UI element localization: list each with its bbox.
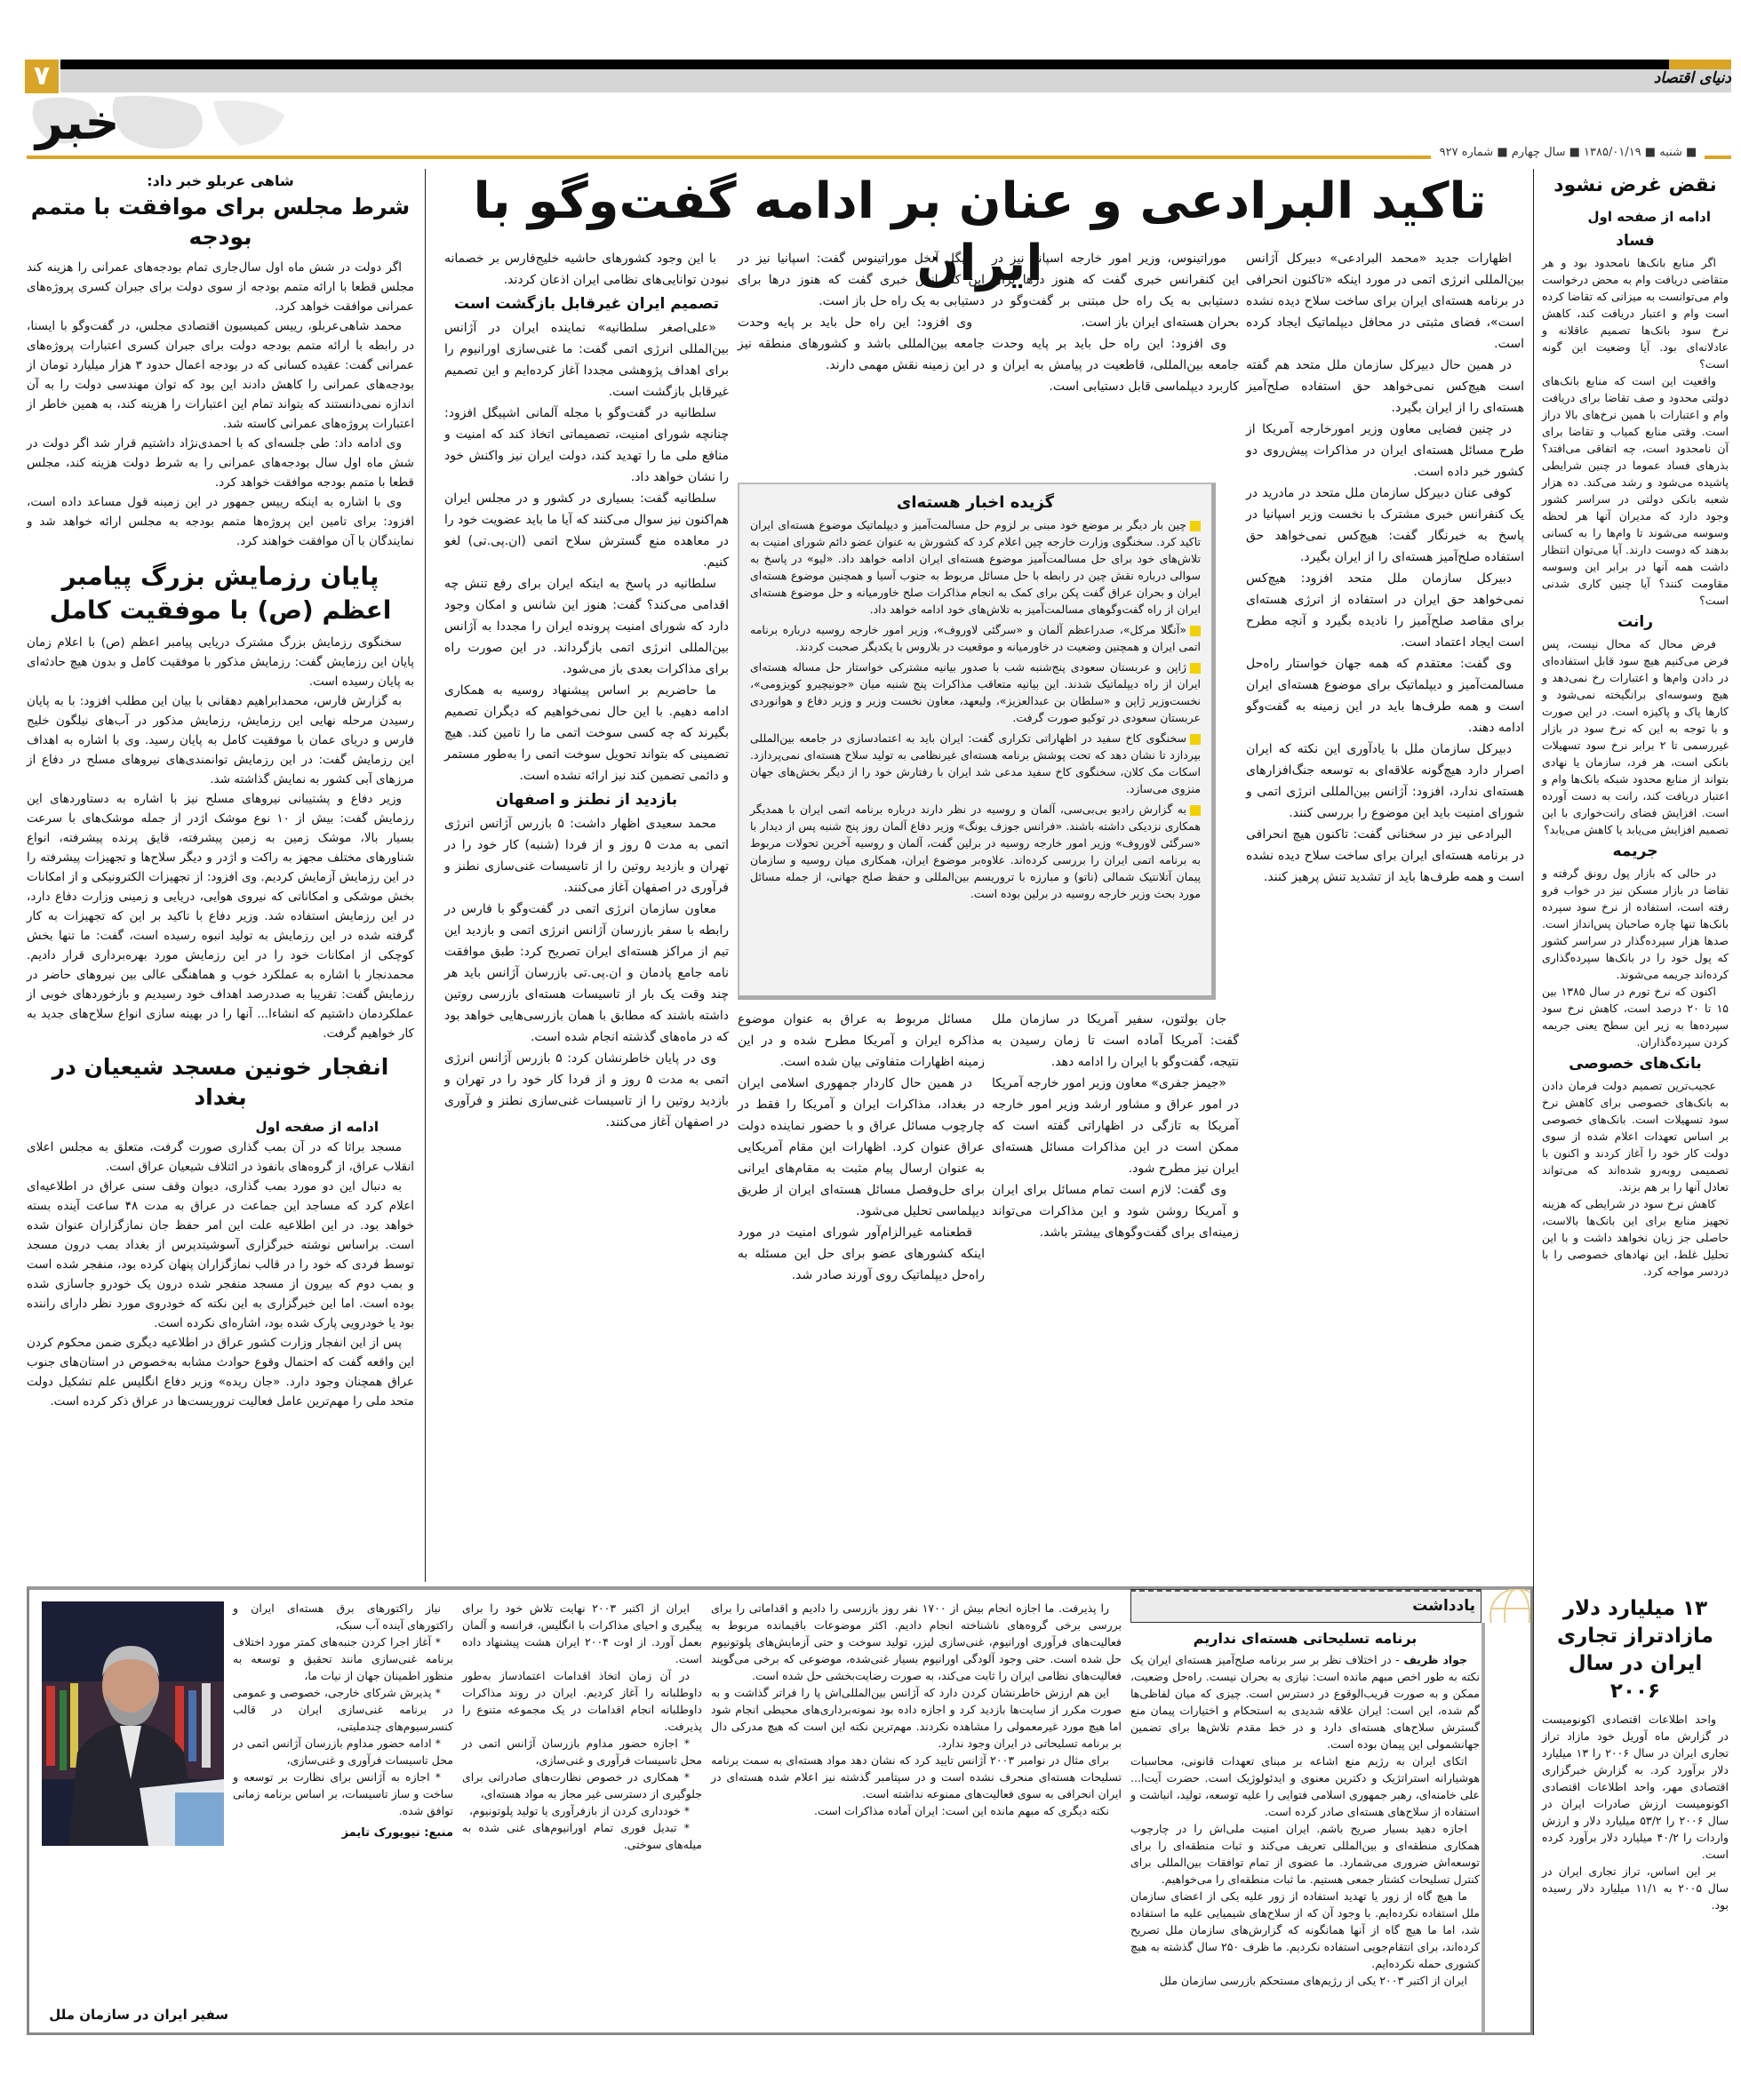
paragraph-group	[1130, 1753, 1480, 1989]
paragraph-group	[444, 317, 729, 787]
main-article-column	[738, 248, 985, 376]
note-label-text: یادداشت	[1412, 1597, 1475, 1615]
note-label	[1130, 1589, 1481, 1623]
news-item	[750, 621, 1201, 655]
paragraph-group	[1542, 1711, 1729, 1913]
continued-label: ادامه از صفحه اول	[255, 1119, 379, 1135]
article-title: ۱۳ میلیارد دلار مازادتراز تجاری ایران در سال ۲۰۰۶	[1556, 1597, 1714, 1703]
nuclear-news-box	[738, 483, 1216, 1000]
bottom-column	[462, 1600, 702, 1853]
news-item	[750, 801, 1201, 902]
paragraph: در حالی که بازار پول رونق گرفته و تقاضا در بازار مسکن نیز در خواب فرو رفته است، استفاده از نرخ سود سپرده بانک‌ها تنها چاره صاحبان پس‌انداز است. صدها هزار سپرده‌گذار در سراسر کشور که پول خود را در بانک‌ها سپرده‌گذاری کرده‌اند جریمه می‌شوند.	[1542, 866, 1729, 981]
paragraph: ایران از اکتبر ۲۰۰۳ نهایت تلاش خود را برای پیگیری و احیای مذاکرات با انگلیس، فرانسه و آلمان بعمل آورد. از اوت ۲۰۰۴ ایران هشت پیشنهاد داده است.	[462, 1601, 702, 1665]
main-article-column	[992, 1009, 1239, 1243]
paragraph: قطعنامه غیرالزام‌آور شورای امنیت در مورد اینکه کشورهای عضو برای حل این مسئله به راه‌حل دیپلماتیک روی آورند صادر شد.	[738, 1226, 985, 1282]
bottom-column	[711, 1600, 1122, 1819]
note-lead: - در اختلاف نظر بر سر برنامه صلح‌آمیز هسته‌ای ایران یک نکته به طور اخص مبهم مانده است: نیازی به بحران نیست. راه‌حل وضعیت، ممکن و به صورت قریب‌الوقوع در دسترس است. چیزی که میان لفاظی‌ها گم شده، این است: ایران علاقه شدیدی به استحکام و اختیارات پیمان منع گسترش سلاح‌های هسته‌ای دارد و در خط مقدم تلاش‌ها برای تضمین جهانشمولی این پیمان بوده است.	[1130, 1653, 1480, 1751]
bullet-square-icon	[1190, 805, 1201, 816]
bullet-square-icon	[1190, 521, 1201, 531]
paragraph: فرض محال که محال نیست، پس فرض می‌کنیم هیچ سود قابل استفاده‌ای در دادن وام‌ها و اعتبارات رخ نمی‌دهد و هیچ وسوسه‌ای برانگیخته نمی‌شود و کارها پاک و پاکیزه است. در این صورت و با توجه به این که نرخ سود در بازار غیررسمی تا ۲ برابر نرخ سود تسهیلات بانکی است، هر فرد، سازمان یا نهادی بتواند از منابع محدود شبکه بانک‌ها وام و اعتبار دریافت کند، رانت به دست آورده است. افزایش فضای رانت‌خواری با این تصمیم افزایش می‌یابد یا کاهش می‌یابد؟	[1542, 637, 1729, 836]
masthead-band	[60, 69, 1731, 92]
paragraph: سلطانیه گفت: بسیاری در کشور و در مجلس ایران هم‌اکنون نیز سوال می‌کنند که آیا ما باید عضویت خود را در معاهده منع گسترش سلاح اتمی (ان.پی.تی) لغو کنیم.	[444, 491, 729, 570]
paragraph: «جیمز جفری» معاون وزیر امور خارجه آمریکا در امور عراق و مشاور ارشد وزیر امور خارجه آمریکا به تازگی در اظهاراتی گفته است که ممکن است در این مذاکرات مسائل هسته‌ای ایران نیز مطرح شود.	[992, 1076, 1239, 1176]
paragraph: ما حاضریم بر اساس پیشنهاد روسیه به همکاری ادامه دهیم. با این حال نمی‌خواهیم که دیگران تصمیم بگیرند که چه کسی سوخت اتمی ما را تامین کند. هیچ تضمینی که بتواند تحویل سوخت اتمی را به‌طور مستمر و دائمی تضمین کند نیز ارائه نشده است.	[444, 683, 729, 783]
paragraph: مسجد براثا که در آن بمب گذاری صورت گرفت، متعلق به مجلس اعلای انقلاب عراق، از گروه‌های بانفوذ در ائتلاف شیعیان عراق است.	[27, 1140, 414, 1174]
paragraph: سلطانیه در گفت‌وگو با مجله آلمانی اشپیگل افزود: چنانچه شورای امنیت، تصمیماتی اتخاذ کند که امنیت و منافع ملی ما را تهدید کند، دولت ایران نیز واکنش خود را نشان خواهد داد.	[444, 406, 729, 484]
globe-icon	[1481, 1589, 1530, 1623]
paragraph: دبیرکل سازمان ملل متحد افزود: هیچ‌کس نمی‌خواهد حق ایران در استفاده از انرژی هسته‌ای برای مقاصد صلح‌آمیز را نادیده بگیرد و آنچه مطرح است ایجاد اعتماد است.	[1246, 571, 1524, 650]
paragraph: وی گفت: معتقدم که همه جهان خواستار راه‌حل مسالمت‌آمیز و دیپلماتیک برای موضوع هسته‌ای ایران است و همه طرف‌ها باید در این زمینه به گفت‌وگو ادامه دهند.	[1246, 657, 1524, 735]
paragraph: به گزارش فارس، محمدابراهیم دهقانی با بیان این مطلب افزود: با به پایان رسیدن مرحله نهایی این رزمایش، رزمایش مذکور در آب‌های نیلگون خلیج فارس و دریای عمان با موفقیت کامل به پایان رسید. وی با اشاره به اهداف این رزمایش گفت: در این رزمایش توانمندی‌های نیروهای مسلح در دفاع از مرزهای آبی کشور به نمایش گذاشته شد.	[27, 694, 414, 787]
article-kicker: شاهی عربلو خبر داد:	[147, 172, 294, 189]
paragraph-group	[233, 1600, 453, 1819]
paragraph: ایران از اکتبر ۲۰۰۳ یکی از رژیم‌های مستحکم بازرسی سازمان ملل	[1159, 1974, 1467, 1987]
main-article-column	[1246, 248, 1524, 888]
paragraph: برای مثال در نوامبر ۲۰۰۳ آژانس تایید کرد که نشان دهد مواد هسته‌ای به سمت برنامه تسلیحات هسته‌ای منحرف نشده است و در سپتامبر گذشته نیز اعلام شده هسته‌ای در ایران انحرافی به سوی فعالیت‌های ممنوعه نداشته است.	[711, 1753, 1122, 1801]
newspaper-logo: دنیای اقتصاد	[1653, 69, 1731, 87]
bullet-square-icon	[1190, 663, 1201, 674]
news-item-text: ژاپن و عربستان سعودی پنج‌شنبه شب با صدور بیانیه مشترکی خواستار حل مساله هسته‌ای ایران از راه دیپلماتیک شدند. این بیانیه متعاقب مذاکرات پنج شنبه میان «جونیچیرو کویزومی»، نخست‌وزیر ژاپن و «سلطان بن عبدالعزیز»، ولیعهد، معاون نخست وزیر و وزیر دفاع و هوانوردی عربستان سعودی در توکیو صورت گرفت.	[750, 660, 1201, 724]
ambassador-photo	[42, 1601, 224, 1846]
paragraph: در همین حال کاردار جمهوری اسلامی ایران در بغداد، مذاکرات ایران و آمریکا را فقط در چارچوب مسائل عراق و با حضور نماینده دولت عراق عنوان کرد. اظهارات این مقام آمریکایی به عنوان ارسال پیام مثبت به مقام‌های ایرانی برای حل‌وفصل مسائل هسته‌ای ایران از طریق دیپلماسی تحلیل می‌شود.	[738, 1076, 985, 1218]
paragraph: محمد سعیدی اظهار داشت: ۵ بازرس آژانس انرژی اتمی به مدت ۵ روز و از فردا (شنبه) کار خود را در تهران و بازدید روتین را از تاسیسات غنی‌سازی نطنز و فرآوری در اصفهان آغاز می‌کنند.	[444, 817, 729, 895]
dateline: ■ شنبه ■ ۱۳۸۵/۰۱/۱۹ ■ سال چهارم ■ شماره ۹۲۷	[1439, 146, 1697, 159]
article-body	[27, 1138, 414, 1411]
article-title: شرط مجلس برای موافقت با متمم بودجه	[30, 194, 411, 250]
paragraph: * اجازه به آژانس برای نظارت بر توسعه و ساخت و ساز تاسیسات، بر اساس برنامه زمانی توافق شده.	[233, 1770, 453, 1817]
paragraph: در چنین فضایی معاون وزیر امورخارجه آمریکا از طرح مسائل هسته‌ای ایران در مذاکرات پیش‌روی دو کشور خبر داده است.	[1246, 422, 1524, 479]
divider	[27, 156, 1431, 159]
paragraph: جان بولتون، سفیر آمریکا در سازمان ملل گفت: آمریکا آماده است تا زمان رسیدن به نتیجه، گفت‌وگو با ایران را ادامه دهد.	[992, 1012, 1239, 1069]
paragraph: نکته دیگری که مبهم مانده این است: ایران آماده مذاکرات است.	[813, 1804, 1109, 1817]
article-subheading: بانک‌های خصوصی	[1569, 1055, 1702, 1073]
column-rule	[425, 169, 426, 1582]
news-item-text: به گزارش رادیو بی‌بی‌سی، آلمان و روسیه در نظر دارند درباره برنامه اتمی ایران با همدیگر همکاری نزدیکی داشته باشند. «فرانس جوزف یونگ» وزیر دفاع آلمان روز پنج شنبه پس از دیدار با «سرگئی لاوروف» وزیر امور خارجه روسیه در برلین گفت، آلمان و روسیه آخرین تحولات مربوط به برنامه اتمی ایران را بررسی کرده‌اند. علاوه‌بر موضوع ایران، همکاری میان روسیه و سازمان پیمان آتلانتیک شمالی (ناتو) و مبارزه با تروریسم بین‌المللی و حفظ صلح جهانی، از جمله مسائل مورد بحث وزیر خارجه روسیه در برلین بوده است.	[750, 802, 1201, 900]
article-body	[27, 633, 414, 1043]
main-article-column	[444, 248, 729, 1133]
paragraph-group	[1542, 635, 1729, 838]
news-item	[750, 516, 1201, 618]
news-item-text: سخنگوی کاخ سفید در اظهاراتی تکراری گفت: ایران باید به اعتمادسازی در جامعه بین‌المللی بپردازد تا نشان دهد که تحت پوشش برنامه هسته‌ای غیرنظامی به تولید سلاح هسته‌ای نمی‌پردازد. اسکات مک کلان، سخنگوی کاخ سفید مدعی شد ایران با رفتارش خود را از دیگر بخش‌های جهان منزوی می‌سازد.	[750, 731, 1201, 795]
divider	[1705, 156, 1731, 159]
paragraph-group	[444, 248, 729, 291]
right-column-article	[1542, 1595, 1729, 1913]
paragraph: در همین حال دبیرکل سازمان ملل متحد هم گفته است هیچ‌کس نمی‌خواهد حق استفاده صلح‌آمیز هسته‌ای را از ایران بگیرد.	[1246, 358, 1524, 415]
paragraph: * خودداری کردن از بازفرآوری یا تولید پلوتونیوم،	[468, 1804, 690, 1817]
paragraph: موراتینوس، وزیر امور خارجه اسپانیا نیز در این کنفرانس خبری گفت که هنوز درها برای دستیابی به یک راه حل مبتنی بر گفت‌وگو در بحران هسته‌ای ایران باز است.	[992, 252, 1239, 330]
paragraph: وی در پایان خاطرنشان کرد: ۵ بازرس آژانس انرژی اتمی به مدت ۵ روز و از فردا کار خود را در تهران و بازدید روتین را از تاسیسات غنی‌سازی نطنز و فرآوری در اصفهان آغاز می‌کنند.	[444, 1051, 729, 1130]
paragraph: سخنگوی رزمایش بزرگ مشترک دریایی پیامبر اعظم (ص) با اعلام زمان پایان این رزمایش گفت: رزمایش مذکور با موفقیت کامل و بدون هیچ حادثه‌ای به پایان رسیده است.	[27, 635, 414, 689]
continued-label: ادامه از صفحه اول	[1587, 209, 1711, 225]
main-headline: تاکید البرادعی و عنان بر ادامه گفت‌وگو با ایران	[473, 172, 1487, 292]
paragraph-group	[1542, 1077, 1729, 1280]
bullet-square-icon	[1190, 734, 1201, 745]
paragraph: میگل آنخل موراتینوس گفت: اسپانیا نیز در این کنفرانس خبری گفت که هنوز درها برای دستیابی به یک راه حل باز است.	[738, 252, 985, 308]
paragraph: * همکاری در خصوص نظارت‌های صادراتی برای جلوگیری از دسترسی غیر مجاز به مواد هسته‌ای،	[462, 1770, 702, 1801]
article-title: پایان رزمایش بزرگ پیامبر اعظم (ص) با موفقیت کامل	[49, 562, 392, 625]
source-credit: منبع: نیویورک تایمز	[341, 1826, 453, 1840]
news-item	[750, 730, 1201, 797]
article-subheading: تصمیم ایران غیرقابل بازگشت است	[453, 295, 720, 313]
column-rule	[1533, 169, 1534, 2035]
box-title: گزیده اخبار هسته‌ای	[896, 493, 1055, 512]
paragraph: کاهش نرخ سود در شرایطی که هزینه تجهیز منابع برای این بانک‌ها بالاست، حاصلی جز زیان نخواهد داشت و با این تحلیل غلط، این نهادهای خصوصی را با دردسر مواجه کرد.	[1542, 1197, 1729, 1278]
bullet-square-icon	[1190, 626, 1201, 636]
article-title: نقض غرض نشود	[1553, 174, 1717, 196]
paragraph: را پذیرفت. ما اجازه انجام بیش از ۱۷۰۰ نفر روز بازرسی را دادیم و اقداماتی را برای بررسی برخی گروه‌های ناشناخته انجام دادیم. اکثر موضوعات باقیمانده مربوط به فعالیت‌های فرآوری اورانیوم، غنی‌سازی لیزر، تولید سوخت و حتی آزمایش‌های پلوتونیوم حل شده است. حتی وجود آلودگی اورانیوم بسیار غنی‌شده، موضوعی که برخی می‌گویند فعالیت‌های نظامی ایران را ثابت می‌کند، به صورت رضایت‌بخشی حل شده است.	[711, 1601, 1122, 1682]
paragraph: وی گفت: لازم است تمام مسائل برای ایران و آمریکا روشن شود و این مذاکرات می‌تواند زمینه‌ای برای گفت‌وگوهای بیشتر باشد.	[992, 1183, 1239, 1240]
paragraph: پس از این انفجار وزارت کشور عراق در اطلاعیه دیگری ضمن محکوم کردن این واقعه گفت که احتمال وقوع حوادث مشابه به‌خصوص در استان‌های جنوب عراق همچنان وجود دارد. «جان ریده» وزیر دفاع انگلیس علم تشکیل دولت متحد ملی را مهم‌ترین عامل فعالیت تروریست‌ها در عراق ذکر کرده است.	[27, 1336, 414, 1409]
article-subheading: رانت	[1617, 613, 1653, 631]
paragraph: * تبدیل فوری تمام اورانیوم‌های غنی شده به میله‌های سوختی.	[462, 1821, 702, 1851]
page-number: ۷	[25, 60, 59, 93]
paragraph: مسائل مربوط به عراق به عنوان موضوع مذاکره ایران و آمریکا مطرح شده و در این زمینه اظهارات متفاوتی بیان شده است.	[738, 1012, 985, 1069]
paragraph: با این وجود کشورهای حاشیه خلیج‌فارس بر خصمانه نبودن توانایی‌های نظامی ایران اذعان کردند.	[444, 252, 729, 287]
news-item-text: چین بار دیگر بر موضع خود مبنی بر لزوم حل مسالمت‌آمیز و دیپلماتیک موضوع هسته‌ای ایران تاکید کرد. سخنگوی وزارت خارجه چین اعلام کرد که کشورش به عنوان عضو دائم شورای امنیت به تلاش‌های خود برای حل مسالمت‌آمیز موضوع هسته‌ای ایران ادامه خواهد داد. «لیو» در پاسخ به سوالی درباره نقش چین در رابطه با حل مسائل مربوط به جنوب آسیا و همچنین موضوع هسته‌ای ایران و بحران عراق گفت پکن برای کمک به انجام مذاکرات صلح خاورمیانه و حل موضوع هسته‌ای ایران از راه گفت‌وگوهای مسالمت‌آمیز به تلاش‌های خود ادامه خواهد داد.	[750, 518, 1201, 616]
paragraph: بر این اساس، تراز تجاری ایران در سال ۲۰۰۵ به ۱۱/۱ میلیارد دلار رسیده بود.	[1542, 1864, 1729, 1912]
paragraph: * ادامه حضور مداوم بازرسان آژانس اتمی در محل تاسیسات فرآوری و غنی‌سازی،	[233, 1737, 453, 1767]
article-subheading: فساد	[1616, 232, 1655, 250]
article-subheading: بازدید از نطنز و اصفهان	[495, 791, 678, 809]
note-border	[1481, 1623, 1485, 2033]
left-column	[27, 171, 414, 1411]
article-title: انفجار خونین مسجد شیعیان در بغداد	[52, 1054, 389, 1110]
article-body	[27, 258, 414, 551]
note-title: برنامه تسلیحاتی هسته‌ای نداریم	[1193, 1630, 1418, 1647]
paragraph: محمد شاهی‌عربلو، رییس کمیسیون اقتصادی مجلس، در گفت‌وگو با ایسنا، در رابطه با ارائه متمم بودجه دولت برای جبران کسری اعتبارات پروژه‌های عمرانی گفت: عقیده کسانی که در بودجه اعمال حدود ۳ هزار میلیارد تومان از بودجه‌های عمرانی را کاهش دادند این بود که توان مهندسی دولت را به آن اندازه نمی‌دانستند که بتواند تمام این اعتبارات را هزینه کند، به همین خاطر از اعتبارات پروژه‌های عمرانی کاسته شد.	[27, 319, 414, 431]
paragraph: وی با اشاره به اینکه رییس جمهور در این زمینه قول مساعد داده است، افزود: برای تامین این پروژه‌ها متمم بودجه به مجلس ارائه خواهد شد و نمایندگان با آن موافقت خواهند کرد.	[27, 495, 414, 548]
masthead-accent	[1669, 60, 1731, 69]
right-column	[1542, 171, 1729, 1280]
paragraph: دبیرکل سازمان ملل با یادآوری این نکته که ایران اصرار دارد هیچ‌گونه علاقه‌ای به توسعه جنگ‌افزارهای هسته‌ای ندارد، افزود: آژانس بین‌المللی انرژی اتمی و شورای امنیت باید این موضوع را بررسی کنند.	[1246, 742, 1524, 820]
section-title: خبر	[36, 94, 120, 150]
paragraph: ما هیچ گاه از زور یا تهدید استفاده از زور علیه یکی از اعضای سازمان ملل استفاده نکرده‌ایم. با وجود آن که از سلاح‌های شیمیایی علیه ما استفاده شد، اما ما هیچ گاه از آنها همانگونه که گزارش‌های سازمان ملل تصریح کرده‌اند، برای انتقام‌جویی استفاده نکردیم. ما ظرف ۲۵۰ سال گذشته به هیچ کشوری حمله نکرده‌ایم.	[1130, 1889, 1480, 1970]
paragraph: اتکای ایران به رژیم منع اشاعه بر مبنای تعهدات قانونی، محاسبات هوشیارانه استراتژیک و دکترین معنوی و ایدئولوژیک است. حضرت آیت‌ا... علی خامنه‌ای، رهبر جمهوری اسلامی فتوایی را علیه توسعه، تولید، انباشت و استفاده از سلاح‌های هسته‌ای صادر کرده است.	[1130, 1754, 1480, 1818]
note-byline: جواد ظریف	[1403, 1653, 1468, 1666]
main-article-column	[992, 248, 1239, 397]
paragraph: عجیب‌ترین تصمیم دولت فرمان دادن به بانک‌های خصوصی برای کاهش نرخ سود تسهیلات است. بانک‌های خصوصی بر اساس تعهدات اعلام شده از سوی دولت کار خود را آغاز کردند و اکنون با تصمیمی روبه‌رو شده‌اند که می‌تواند تعادل آنها را بر هم بزند.	[1542, 1079, 1729, 1194]
paragraph: وی افزود: این راه حل باید بر پایه وحدت جامعه بین‌المللی، قاطعیت در پیامش به ایران و کاربرد دیپلماسی قابل دستیابی است.	[992, 337, 1239, 394]
paragraph: معاون سازمان انرژی اتمی در گفت‌وگو با فارس در رابطه با سفر بازرسان آژانس انرژی اتمی و بازدید این تیم از مراکز هسته‌ای ایران تصریح کرد: طبق موافقت نامه جامع پادمان و ان.پی.تی بازرسان آژانس باید هر چند وقت یک بار از تاسیسات هسته‌ای بازرسی روتین داشته باشند که مطابق با همان بازرسی‌هایی خواهد بود که در ماه‌های گذشته انجام شده است.	[444, 902, 729, 1044]
paragraph: این هم ارزش خاطرنشان کردن دارد که آژانس بین‌المللی‌اش پا را فراتر گذاشت و به صورت مکرر از سایت‌ها بازدید کرد و اجازه داده بود نمونه‌برداری‌های محیطی انجام شود اما هیچ مورد غیرمعمولی را مشاهده نکردند. مهم‌ترین نکته این است که هیچ مدرکی دال بر برنامه تسلیحاتی در ایران وجود ندارد.	[711, 1686, 1122, 1750]
paragraph: اظهارات جدید «محمد البرادعی» دبیرکل آژانس بین‌المللی انرژی اتمی در مورد اینکه «تاکنون انحرافی در برنامه هسته‌ای ایران برای ساخت سلاح دیده نشده است»، فضای مثبتی در محافل دیپلماتیک ایجاد کرده است.	[1246, 252, 1524, 351]
note-article	[1130, 1626, 1480, 1989]
bottom-column	[233, 1600, 453, 1841]
box-items	[750, 516, 1201, 902]
paragraph: نیاز راکتورهای برق هسته‌ای ایران و راکتورهای آینده آب سبک،	[233, 1601, 453, 1632]
paragraph: اکنون که نرخ تورم در سال ۱۳۸۵ بین ۱۵ تا ۲۰ درصد است، کاهش نرخ سود سپرده‌ها به زیر این سطح یعنی جریمه کردن سپرده‌گذاران.	[1542, 985, 1729, 1049]
paragraph: وی ادامه داد: طی جلسه‌ای که با احمدی‌نژاد داشتیم قرار شد اگر دولت در شش ماه اول سال بودجه‌های عمرانی را به شرط دولت هزینه کند، مجلس قطعا با متمم بودجه موافقت خواهد کرد.	[27, 436, 414, 490]
paragraph: «علی‌اصغر سلطانیه» نماینده ایران در آژانس بین‌المللی انرژی اتمی گفت: ما غنی‌سازی اورانیوم را برای اهداف پژوهشی مجددا آغاز کرده‌ایم و این تصمیم غیرقابل بازگشت است.	[444, 321, 729, 399]
paragraph: واقعیت این است که منابع بانک‌های دولتی محدود و صف تقاضا برای دریافت وام و اعتبارات با همین نرخ‌های بالا دراز است. وقتی منابع کمیاب و تقاضا برای آن نامحدود است، چه اتفاقی می‌افتد؟ بذرهای فساد عموما در چنین شرایطی پاشیده می‌شود و رشد می‌کند. ده هزار شعبه بانکی دولتی در سراسر کشور وجود دارد که مدیران آنها هر لحظه وسوسه می‌شوند تا وام‌ها را به کسانی بدهند که دوست دارند. آیا می‌توان انتظار داشت همه آنها در برابر این وسوسه مقاومت کنند؟ آیا چنین کاری شدنی است؟	[1542, 374, 1729, 607]
paragraph: اگر دولت در شش ماه اول سال‌جاری تمام بودجه‌های عمرانی را هزینه کند مجلس قطعا با ارائه متمم بودجه از سوی دولت برای جبران کسری پروژه‌های عمرانی موافقت خواهد کرد.	[27, 260, 414, 314]
article-subheading: جریمه	[1612, 842, 1658, 860]
paragraph: وزیر دفاع و پشتیبانی نیروهای مسلح نیز با اشاره به دستاوردهای این رزمایش گفت: بیش از ۱۰ نوع موشک اژدر از جمله موشک‌های با سرعت بسیار بالا، موشک زمین به زمین پیشرفته، قایق پرنده پیشرفته، انواع شناورهای مختلف مجهز به راکت و اژدر و دیگر سلاح‌ها و تجهیزات پیشرفته را در این رزمایش آزمایش کردیم. وی افزود: از تجهیزات الکترونیکی و از امکانات بخش موشکی و امکاناتی که نیروی هوایی، دریایی و زمینی وزارت دفاع دارد، در این رزمایش استفاده شد. وزیر دفاع با تاکید بر این که تجهیزات به کار گرفته شده در این رزمایش به تولید انبوه رسیده است، گفت: ما تنها بخش کوچکی از امکانات خود را در این رزمایش مورد بهره‌برداری قرار دادیم. محمدنجار با اشاره به عملکرد خوب و هماهنگی عالی بین نیروهای حاضر در رزمایش گفت: تقریبا به صددرصد اهداف خود رسیدیم و بازخوردهای خوبی از عملکردمان داشتیم که انشاءا... آنها را در بهینه سازی انواع سلاح‌های جدید به کار خواهیم گرفت.	[27, 792, 414, 1041]
masthead-bar	[60, 60, 1669, 69]
paragraph-group	[444, 813, 729, 1133]
paragraph: اگر منابع بانک‌ها نامحدود بود و هر متقاضی دریافت وام به محض درخواست وام می‌توانست به میزانی که تقاضا کرده است وام و اعتبار دریافت کند، کاهش نرخ سود بانک‌ها تصمیم عاقلانه و عادلانه‌ای بود. آیا وضعیت این گونه است؟	[1542, 256, 1729, 371]
paragraph: البرادعی نیز در سخنانی گفت: تاکنون هیچ انحرافی در برنامه هسته‌ای ایران برای ساخت سلاح دیده نشده است و همه طرف‌ها باید از تشدید تنش پرهیز کنند.	[1246, 827, 1524, 884]
paragraph-group	[1542, 865, 1729, 1050]
photo-caption: سفیر ایران در سازمان ملل	[49, 2007, 228, 2023]
dashed-divider	[1130, 1590, 1481, 1592]
paragraph: در آن زمان اتخاذ اقدامات اعتمادساز به‌طور داوطلبانه را آغاز کردیم. ایران در روند مذاکرات داوطلبانه انجام اقدامات در یک مجموعه متنوع را پذیرفت.	[462, 1669, 702, 1733]
paragraph: وی افزود: این راه حل باید بر پایه وحدت جامعه بین‌المللی باشد و کشورهای منطقه نیز در این زمینه نقش مهمی دارند.	[738, 315, 985, 372]
paragraph: * آغاز اجرا کردن جنبه‌های کمتر مورد اختلاف برنامه غنی‌سازی مانند تحقیق و توسعه به منظور اطمینان جهان از نیات ما،	[233, 1635, 453, 1682]
main-article-column	[738, 1009, 985, 1286]
paragraph: سلطانیه در پاسخ به اینکه ایران برای رفع تنش چه اقدامی می‌کند؟ گفت: هنوز این شانس و امکان وجود دارد که شورای امنیت پرونده ایران را مجددا به آژانس بین‌المللی انرژی اتمی بازگرداند. در این صورت راه برای مذاکرات بعدی باز می‌شود.	[444, 577, 729, 676]
news-item-text: «آنگلا مرکل»، صدراعظم آلمان و «سرگئی لاوروف»، وزیر امور خارجه روسیه درباره برنامه اتمی ایران و همچنین وضعیت در خاورمیانه و موقعیت در بلاروس با یکدیگر صحبت کردند.	[750, 623, 1201, 653]
paragraph: به دنبال این دو مورد بمب گذاری، دیوان وقف سنی عراق در اطلاعیه‌ای اعلام کرد که مساجد این جماعت در عراق به مدت ۴۸ ساعت آینده بسته خواهد بود. در این اطلاعیه علت این امر حفظ جان نمازگزاران عنوان شده است. براساس نوشته خبرگزاری آسوشیتدپرس از بغداد بمب درون مسجد توسط فردی که خود را در قالب نمازگزاران پنهان کرده بود، منفجر شده است و بمب دوم که بیرون از مسجد منفجر شده درون یک خودرو جاسازی شده بوده است. اما این خبرگزاری به این نکته که خودروی مورد نظر دارای راننده بود یا خودرویی پارک شده بود، اشاره‌ای نکرده است.	[27, 1179, 414, 1330]
paragraph-group	[1542, 254, 1729, 609]
paragraph: * اجازه حضور مداوم بازرسان آژانس اتمی در محل تاسیسات فرآوری و غنی‌سازی،	[462, 1737, 702, 1767]
paragraph: کوفی عنان دبیرکل سازمان ملل متحد در مادرید در یک کنفرانس خبری مشترک با نخست وزیر اسپانیا در پاسخ به خبرنگار گفت: هیچ‌کس نمی‌خواهد حق استفاده صلح‌آمیز هسته‌ای را از ایران بگیرد.	[1246, 486, 1524, 564]
news-item	[750, 659, 1201, 726]
paragraph: واحد اطلاعات اقتصادی اکونومیست در گزارش ماه آوریل خود مازاد تراز تجاری ایران در سال ۲۰۰۶ را ۱۳ میلیارد دلار برآورد کرد. به گزارش خبرگزاری اقتصادی مهر، واحد اطلاعات اقتصادی اکونومیست ارزش صادرات ایران در سال ۲۰۰۶ را ۵۳/۲ میلیارد دلار و ارزش واردات را ۴۰/۲ میلیارد دلار برآورد کرده است.	[1542, 1713, 1729, 1861]
paragraph: اجازه دهید بسیار صریح باشم. ایران امنیت ملی‌اش را در چارچوب همکاری منطقه‌ای و بین‌المللی تعریف می‌کند و ثبات منطقه‌ای را برای توسعه‌اش ضروری می‌شمارد. ما عضوی از تمام توافقات بین‌المللی برای کنترل تسلیحات کشتار جمعی هستیم. ما ثبات منطقه‌ای را می‌خواهیم.	[1130, 1822, 1480, 1886]
paragraph: * پذیرش شرکای خارجی، خصوصی و عمومی در برنامه غنی‌سازی ایران در قالب کنسرسیوم‌های چندملیتی،	[233, 1686, 453, 1733]
